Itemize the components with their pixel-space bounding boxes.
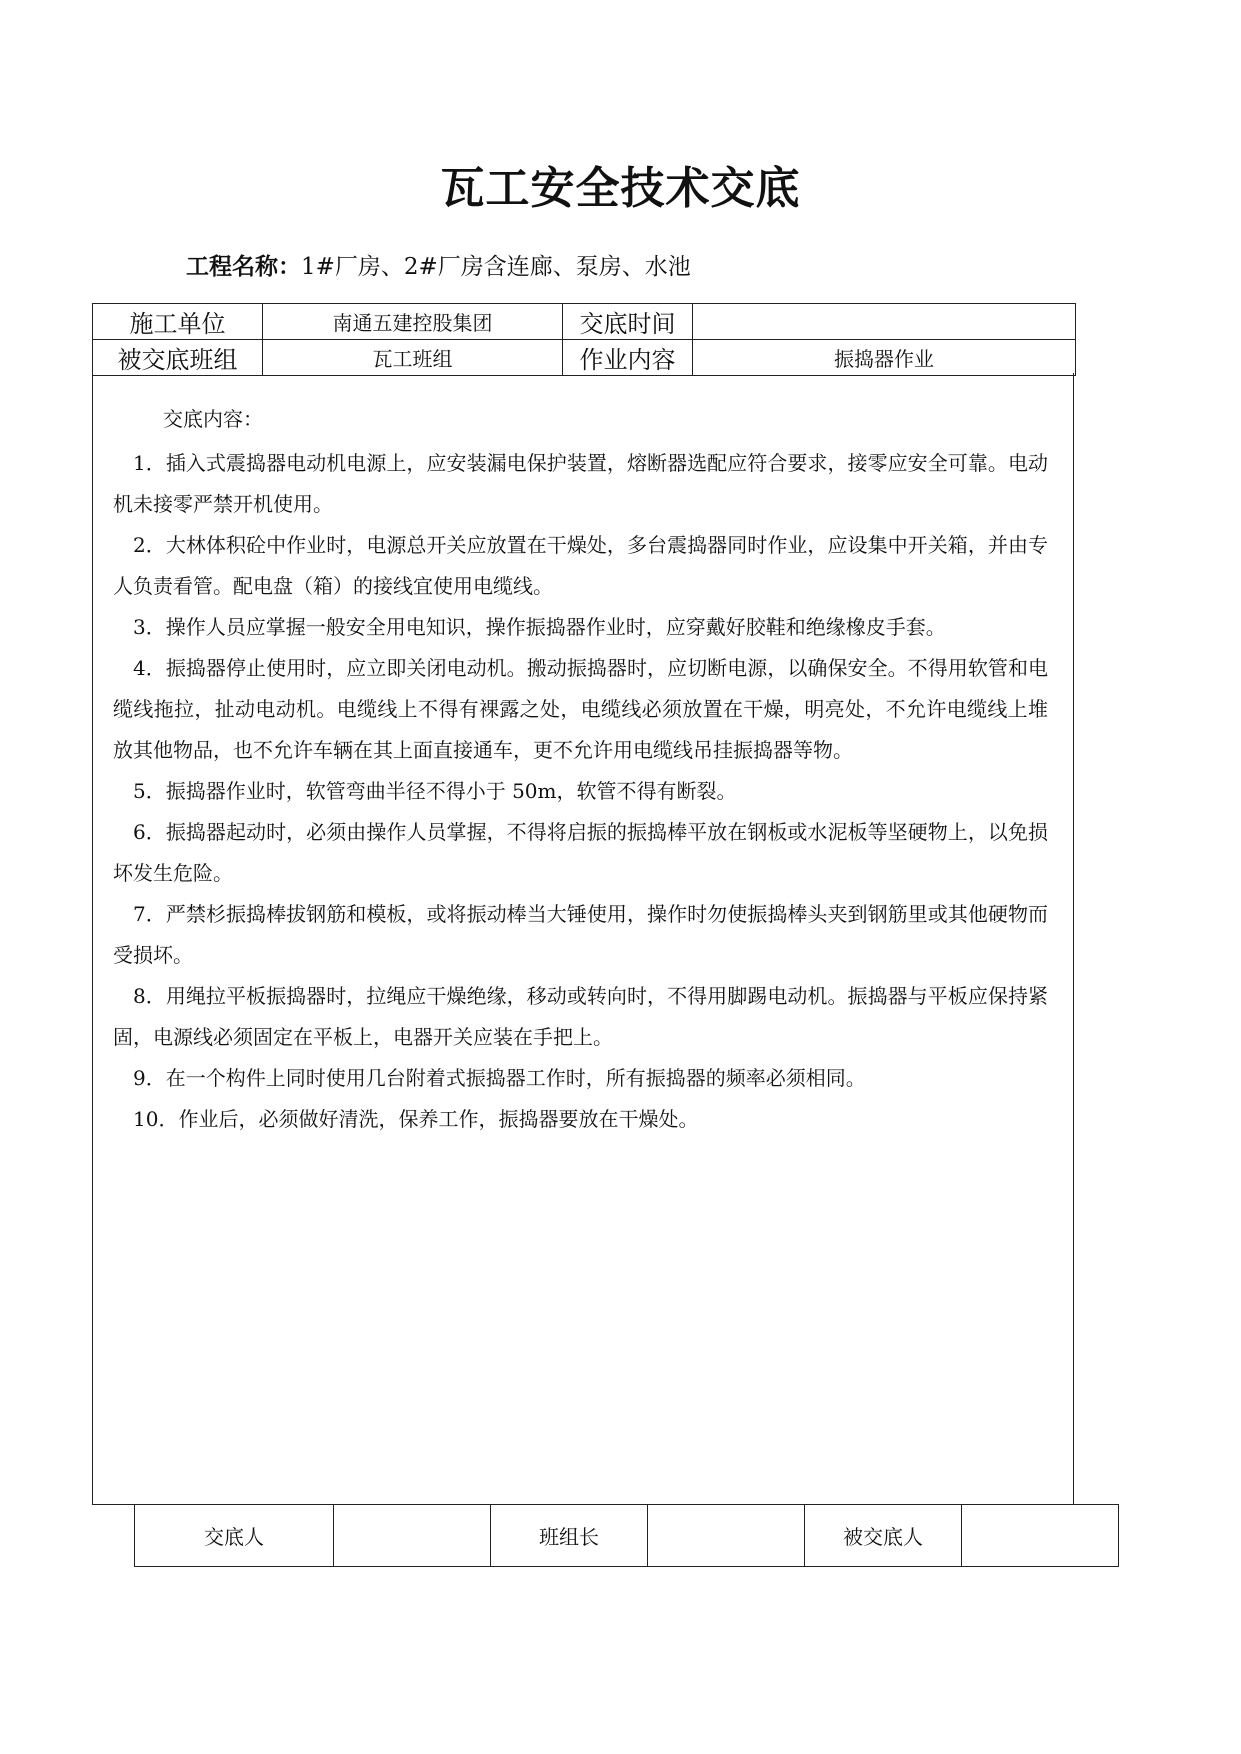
recipient-label: 被交底人 <box>805 1505 962 1567</box>
work-content-label: 作业内容 <box>563 340 693 376</box>
discloser-label: 交底人 <box>135 1505 334 1567</box>
content-item: 6．振捣器起动时，必须由操作人员掌握，不得将启振的振捣棒平放在钢板或水泥板等坚硬物上，以免损坏发生危险。 <box>113 820 1048 885</box>
info-table <box>92 303 1076 376</box>
content-item: 2．大林体积砼中作业时，电源总开关应放置在干燥处，多台震捣器同时作业，应设集中开关箱，并由专人负责看管。配电盘（箱）的接线宜使用电缆线。 <box>113 533 1048 598</box>
content-item: 5．振捣器作业时，软管弯曲半径不得小于 50m，软管不得有断裂。 <box>133 779 737 803</box>
discloser-signature-cell[interactable] <box>334 1505 491 1567</box>
disclosed-team-label: 被交底班组 <box>93 340 263 376</box>
content-item: 8．用绳拉平板振捣器时，拉绳应干燥绝缘，移动或转向时，不得用脚踢电动机。振捣器与平板应保持紧固，电源线必须固定在平板上，电器开关应装在手把上。 <box>113 984 1048 1049</box>
content-item: 1．插入式震捣器电动机电源上，应安装漏电保护装置，熔断器选配应符合要求，接零应安全可靠。电动机未接零严禁开机使用。 <box>113 451 1048 516</box>
work-content-value: 振捣器作业 <box>693 340 1076 376</box>
content-heading: 交底内容： <box>163 407 263 431</box>
document-title: 瓦工安全技术交底 <box>440 163 801 214</box>
recipient-signature-cell[interactable] <box>962 1505 1119 1567</box>
content-item: 3．操作人员应掌握一般安全用电知识，操作振捣器作业时，应穿戴好胶鞋和绝缘橡皮手套。 <box>133 615 946 639</box>
construction-unit-value: 南通五建控股集团 <box>263 304 563 340</box>
disclosure-time-label: 交底时间 <box>563 304 693 340</box>
content-items-list <box>113 443 1048 1140</box>
disclosed-team-value: 瓦工班组 <box>263 340 563 376</box>
content-item: 9．在一个构件上同时使用几台附着式振捣器工作时，所有振捣器的频率必须相同。 <box>133 1066 866 1090</box>
project-name-value: 1#厂房、2#厂房含连廊、泵房、水池 <box>301 254 691 280</box>
construction-unit-label: 施工单位 <box>93 304 263 340</box>
team-leader-signature-cell[interactable] <box>648 1505 805 1567</box>
content-item: 4．振捣器停止使用时，应立即关闭电动机。搬动振捣器时，应切断电源，以确保安全。不得用软管和电缆线拖拉，扯动电动机。电缆线上不得有裸露之处，电缆线必须放置在干燥，明亮处，不允许电缆线上堆放其他物品，也不允许车辆在其上面直接通车，更不允许用电缆线吊挂振捣器等物。 <box>113 656 1048 762</box>
disclosure-content-box <box>92 373 1074 1505</box>
project-name-label: 工程名称： <box>186 254 301 280</box>
project-name-line <box>186 248 691 281</box>
team-leader-label: 班组长 <box>491 1505 648 1567</box>
signature-table <box>134 1504 1119 1567</box>
content-item: 10．作业后，必须做好清洗，保养工作，振捣器要放在干燥处。 <box>133 1107 699 1131</box>
signature-row <box>135 1505 1119 1567</box>
content-item: 7．严禁杉振捣棒拔钢筋和模板，或将振动棒当大锤使用，操作时勿使振捣棒头夹到钢筋里或其他硬物而受损坏。 <box>113 902 1048 967</box>
info-row-construction-unit <box>93 304 1076 340</box>
info-row-team <box>93 340 1076 376</box>
disclosure-time-value <box>693 304 1076 340</box>
